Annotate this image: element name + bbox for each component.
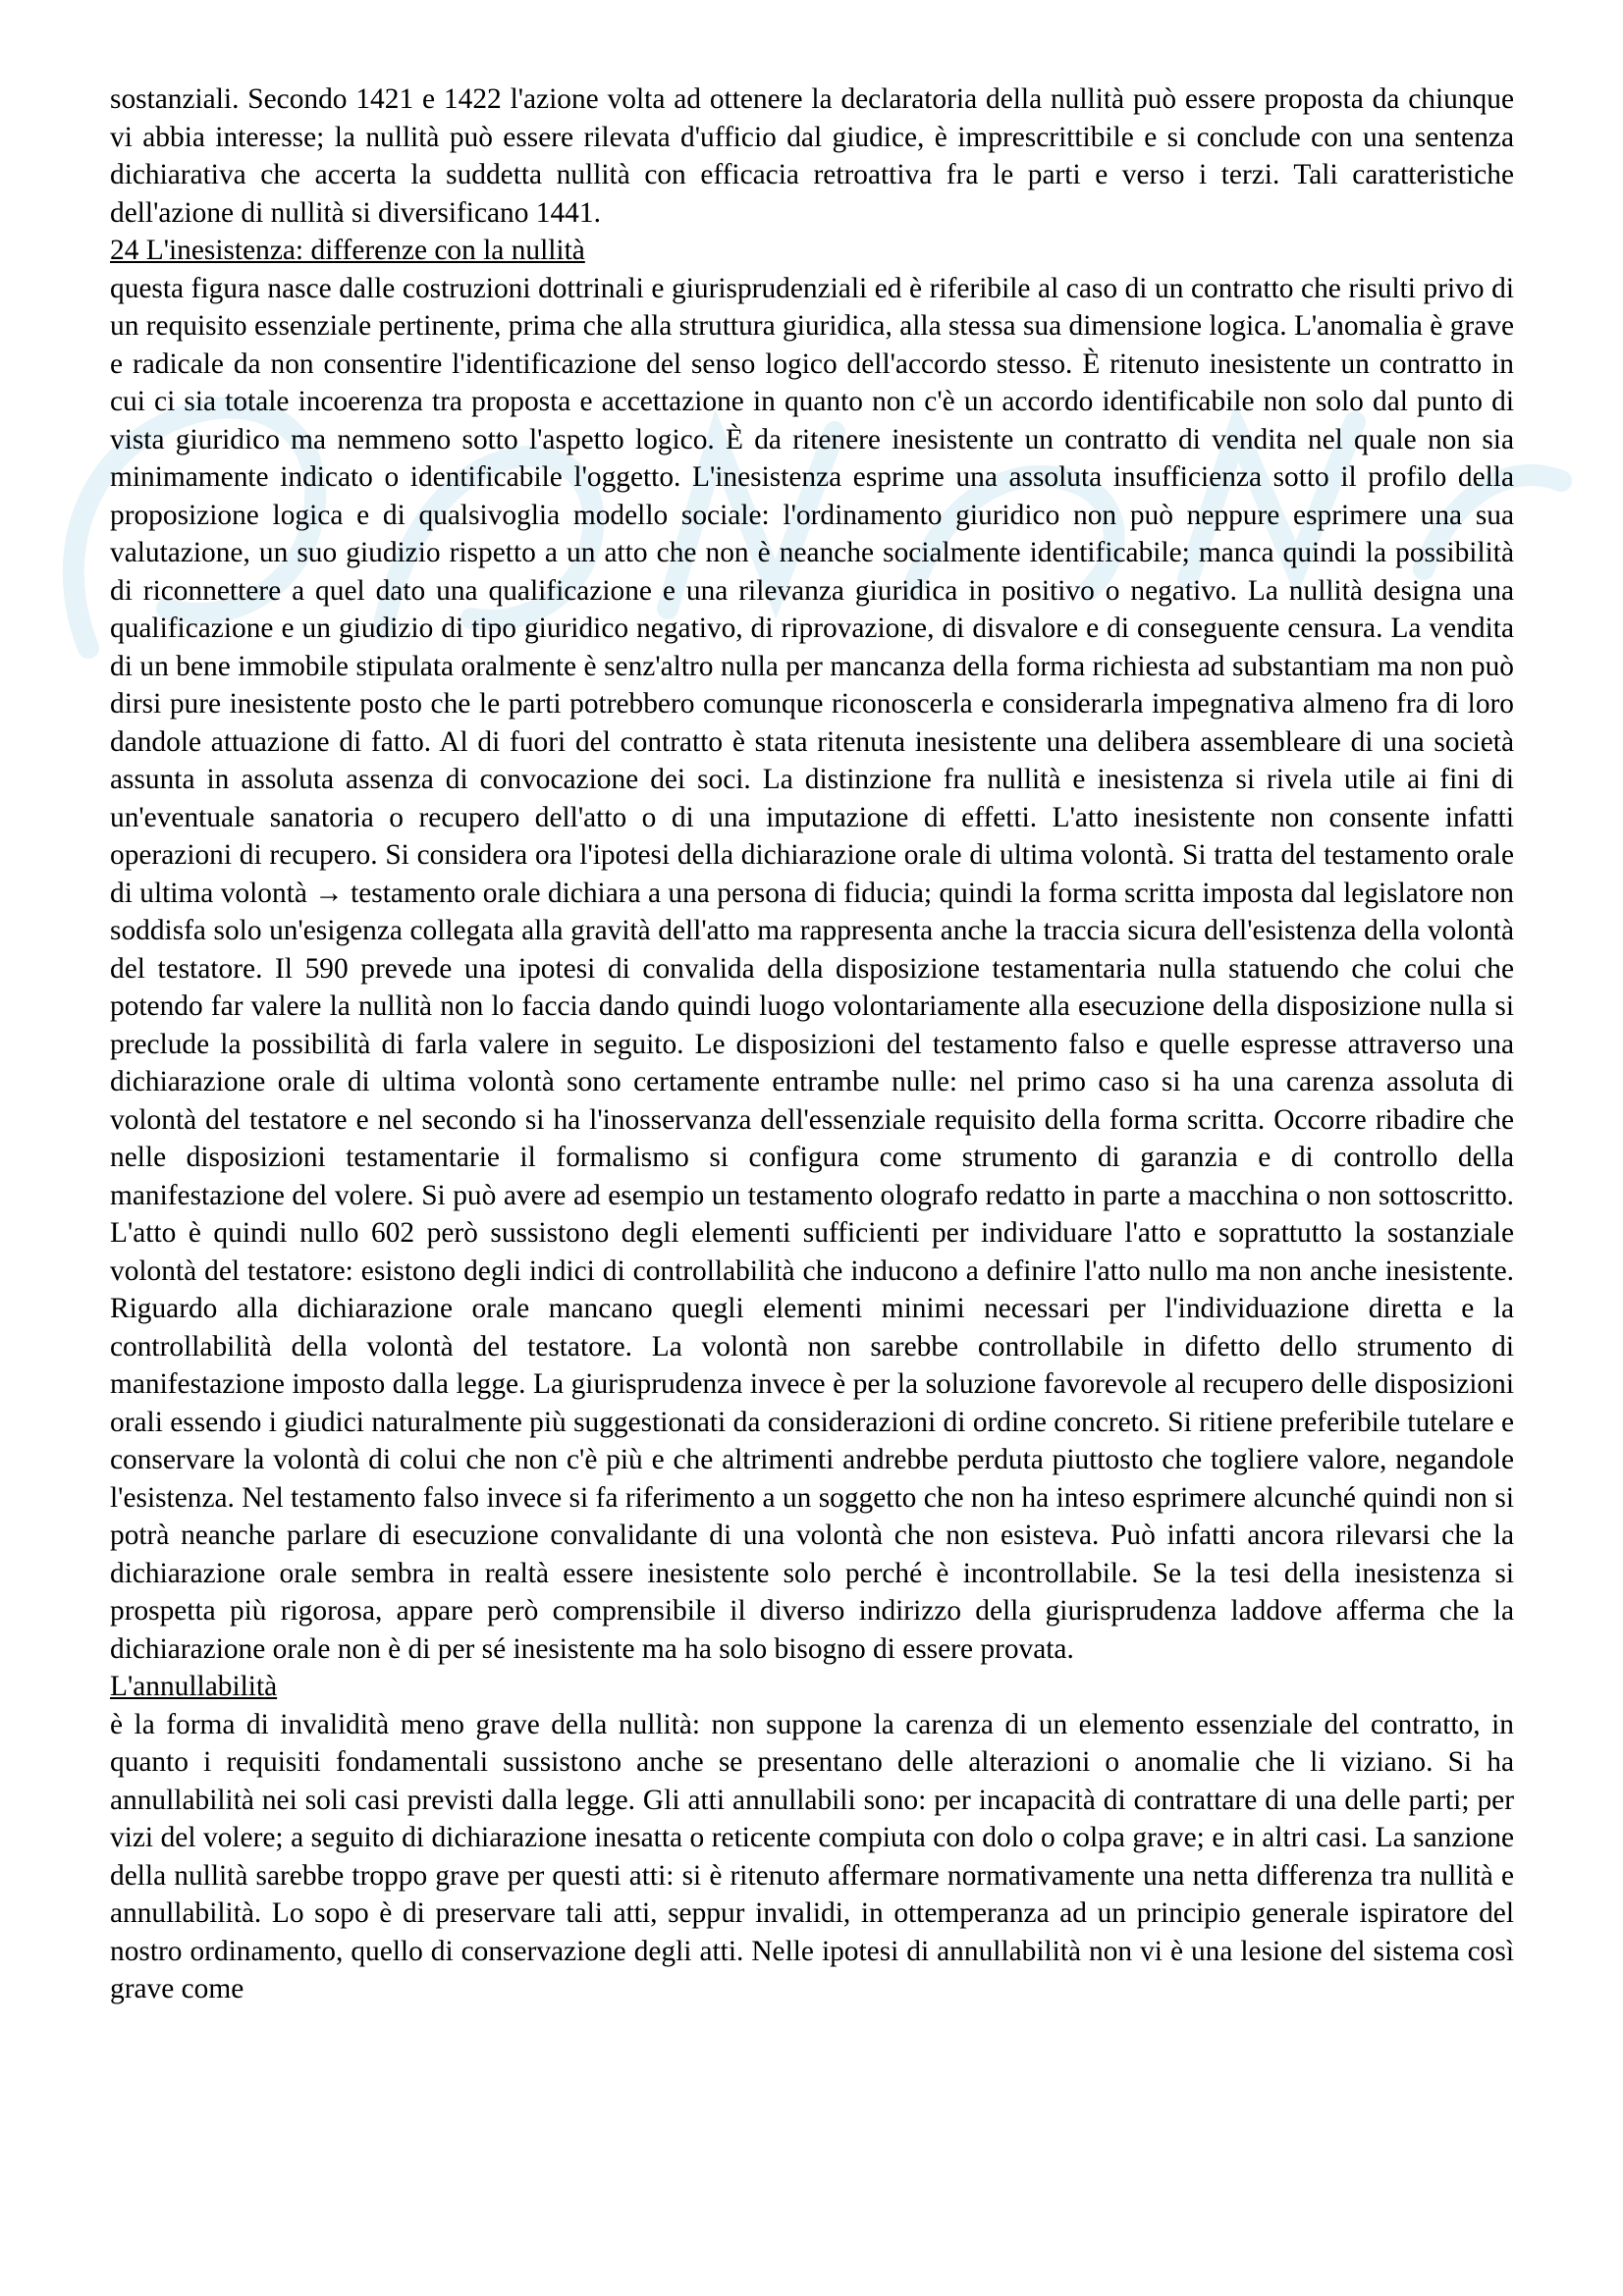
document-page [110, 80, 1514, 2008]
paragraph-inesistenza: questa figura nasce dalle costruzioni dottrinali e giurisprudenziali ed è riferibile al caso di un contratto che risulti privo di un requisito essenziale pertinente, prima che alla struttura giuridica, alla stessa sua dimensione logica. L'anomalia è grave e radicale da non consentire l'identificazione del senso logico dell'accordo stesso. È ritenuto inesistente un contratto in cui ci sia totale incoerenza tra proposta e accettazione in quanto non c'è un accordo identificabile non solo dal punto di vista giuridico ma nemmeno sotto l'aspetto logico. È da ritenere inesistente un contratto di vendita nel quale non sia minimamente indicato o identificabile l'oggetto. L'inesistenza esprime una assoluta insufficienza sotto il profilo della proposizione logica e di qualsivoglia modello sociale: l'ordinamento giuridico non può neppure esprimere una sua valutazione, un suo giudizio rispetto a un atto che non è neanche socialmente identificabile; manca quindi la possibilità di riconnettere a quel dato una qualificazione e una rilevanza giuridica in positivo o negativo. La nullità designa una qualificazione e un giudizio di tipo giuridico negativo, di riprovazione, di disvalore e di conseguente censura. La vendita di un bene immobile stipulata oralmente è senz'altro nulla per mancanza della forma richiesta ad substantiam ma non può dirsi pure inesistente posto che le parti potrebbero comunque riconoscerla e considerarla impegnativa almeno fra di loro dandole attuazione di fatto. Al di fuori del contratto è stata ritenuta inesistente una delibera assembleare di una società assunta in assoluta assenza di convocazione dei soci. La distinzione fra nullità e inesistenza si rivela utile ai fini di un'eventuale sanatoria o recupero dell'atto o di una imputazione di effetti. L'atto inesistente non consente infatti operazioni di recupero. Si considera ora l'ipotesi della dichiarazione orale di ultima volontà. Si tratta del testamento orale di ultima volontà → testamento orale dichiara a una persona di fiducia; quindi la forma scritta imposta dal legislatore non soddisfa solo un'esigenza collegata alla gravità dell'atto ma rappresenta anche la traccia sicura dell'esistenza della volontà del testatore. Il 590 prevede una ipotesi di convalida della disposizione testamentaria nulla statuendo che colui che potendo far valere la nullità non lo faccia dando quindi luogo volontariamente alla esecuzione della disposizione nulla si preclude la possibilità di farla valere in seguito. Le disposizioni del testamento falso e quelle espresse attraverso una dichiarazione orale di ultima volontà sono certamente entrambe nulle: nel primo caso si ha una carenza assoluta di volontà del testatore e nel secondo si ha l'inosservanza dell'essenziale requisito della forma scritta. Occorre ribadire che nelle disposizioni testamentarie il formalismo si configura come strumento di garanzia e di controllo della manifestazione del volere. Si può avere ad esempio un testamento olografo redatto in parte a macchina o non sottoscritto. L'atto è quindi nullo 602 però sussistono degli elementi sufficienti per individuare l'atto e soprattutto la sostanziale volontà del testatore: esistono degli indici di controllabilità che inducono a definire l'atto nullo ma non anche inesistente. Riguardo alla dichiarazione orale mancano quegli elementi minimi necessari per l'individuazione diretta e la controllabilità della volontà del testatore. La volontà non sarebbe controllabile in difetto dello strumento di manifestazione imposto dalla legge. La giurisprudenza invece è per la soluzione favorevole al recupero delle disposizioni orali essendo i giudici naturalmente più suggestionati da considerazioni di ordine concreto. Si ritiene preferibile tutelare e conservare la volontà di colui che non c'è più e che altrimenti andrebbe perduta piuttosto che togliere valore, negandole l'esistenza. Nel testamento falso invece si fa riferimento a un soggetto che non ha inteso esprimere alcunché quindi non si potrà neanche parlare di esecuzione convalidante di una volontà che non esisteva. Può infatti ancora rilevarsi che la dichiarazione orale sembra in realtà essere inesistente solo perché è incontrollabile. Se la tesi della inesistenza si prospetta più rigorosa, appare però comprensibile il diverso indirizzo della giurisprudenza laddove afferma che la dichiarazione orale non è di per sé inesistente ma ha solo bisogno di essere provata. [110, 272, 1514, 1665]
paragraph-annullabilita: è la forma di invalidità meno grave della nullità: non suppone la carenza di un elemento essenziale del contratto, in quanto i requisiti fondamentali sussistono anche se presentano delle alterazioni o anomalie che li viziano. Si ha annullabilità nei soli casi previsti dalla legge. Gli atti annullabili sono: per incapacità di contrattare di una delle parti; per vizi del volere; a seguito di dichiarazione inesatta o reticente compiuta con dolo o colpa grave; e in altri casi. La sanzione della nullità sarebbe troppo grave per questi atti: si è ritenuto affermare normativamente una netta differenza tra nullità e annullabilità. Lo sopo è di preservare tali atti, seppur invalidi, in ottemperanza ad un principio generale ispiratore del nostro ordinamento, quello di conservazione degli atti. Nelle ipotesi di annullabilità non vi è una lesione del sistema così grave come [110, 1708, 1514, 2004]
paragraph-intro: sostanziali. Secondo 1421 e 1422 l'azione volta ad ottenere la declaratoria della nullità può essere proposta da chiunque vi abbia interesse; la nullità può essere rilevata d'ufficio dal giudice, è imprescrittibile e si conclude con una sentenza dichiarativa che accerta la suddetta nullità con efficacia retroattiva fra le parti e verso i terzi. Tali caratteristiche dell'azione di nullità si diversificano 1441. [110, 83, 1514, 229]
section-heading-annullabilita: L'annullabilità [110, 1671, 278, 1702]
section-heading-inesistenza: 24 L'inesistenza: differenze con la nullità [110, 235, 585, 266]
